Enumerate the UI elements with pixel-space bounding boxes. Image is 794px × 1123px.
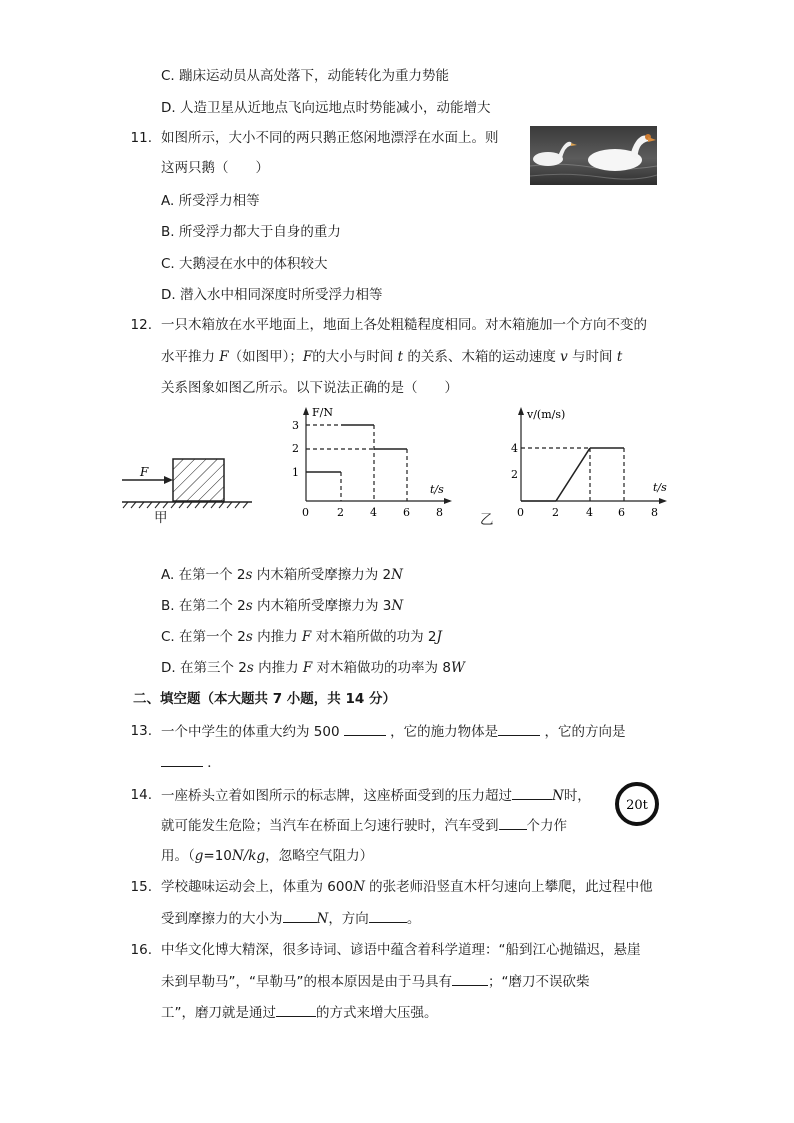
q14-line3: 用。（g=10N/kg，忽略空气阻力） <box>161 848 374 864</box>
q12-option-a: A. 在第一个 2s 内木箱所受摩擦力为 2N <box>161 567 403 583</box>
graph1-ytick-2: 2 <box>292 442 299 455</box>
q13-blank-1 <box>344 721 386 736</box>
q15-number: 15. <box>130 879 152 895</box>
q16-number: 16. <box>130 942 152 958</box>
q10-option-d: D. 人造卫星从近地点飞向远地点时势能减小，动能增大 <box>161 100 491 116</box>
q12-stem-line3: 关系图象如图乙所示。以下说法正确的是（ ） <box>161 380 458 396</box>
q12-stem-line1: 一只木箱放在水平地面上，地面上各处粗糙程度相同。对木箱施加一个方向不变的 <box>161 317 647 333</box>
q11-number: 11. <box>130 130 152 146</box>
graph2-xlabel: t/s <box>653 481 667 494</box>
q13-line1: 一个中学生的体重大约为 500 ，它的施力物体是 ，它的方向是 <box>161 721 625 742</box>
figure-yi-label: 乙 <box>480 512 494 528</box>
force-label: F <box>140 465 149 479</box>
q13-number: 13. <box>130 723 152 739</box>
q16-line3: 工”，磨刀就是通过 的方式来增大压强。 <box>161 1002 438 1023</box>
q14-line1: 一座桥头立着如图所示的标志牌，这座桥面受到的压力超过 N时， <box>161 785 591 806</box>
q13-blank-2 <box>498 721 540 736</box>
q12-option-c: C. 在第一个 2s 内推力 F 对木箱所做的功为 2J <box>161 629 442 645</box>
q16-blank-2 <box>276 1002 316 1017</box>
q16-blank-1 <box>452 971 488 986</box>
graph1-xtick-0: 0 <box>302 506 309 519</box>
graph2-xtick-8: 8 <box>651 506 658 519</box>
graph2-ylabel: v/(m/s) <box>527 408 566 421</box>
q11-option-b: B. 所受浮力都大于自身的重力 <box>161 224 341 240</box>
q12-option-d: D. 在第三个 2s 内推力 F 对木箱做功的功率为 8W <box>161 660 465 676</box>
q13-line2: ． <box>161 752 221 773</box>
graph1-xtick-6: 6 <box>403 506 410 519</box>
velocity-time-graph <box>505 404 675 524</box>
q11-option-a: A. 所受浮力相等 <box>161 193 260 209</box>
box-force-diagram <box>118 445 258 525</box>
q14-number: 14. <box>130 787 152 803</box>
graph1-xtick-2: 2 <box>337 506 344 519</box>
graph2-xtick-2: 2 <box>552 506 559 519</box>
q11-stem-line1: 如图所示，大小不同的两只鹅正悠闲地漂浮在水面上。则 <box>161 130 499 146</box>
figure-jia-label: 甲 <box>154 510 168 526</box>
section-2-heading: 二、填空题（本大题共 7 小题，共 14 分） <box>133 691 396 707</box>
graph2-xtick-0: 0 <box>517 506 524 519</box>
weight-limit-text: 20t <box>626 798 648 813</box>
graph2-xtick-4: 4 <box>586 506 593 519</box>
q16-line2: 未到早勒马”，“早勒马”的根本原因是由于马具有 ；“磨刀不误砍柴 <box>161 971 589 992</box>
q15-blank-2 <box>369 908 407 923</box>
graph2-ytick-4: 4 <box>511 442 518 455</box>
graph1-ylabel: F/N <box>312 406 333 419</box>
graph1-xtick-4: 4 <box>370 506 377 519</box>
weight-limit-sign <box>614 781 660 827</box>
q11-stem-line2: 这两只鹅（ ） <box>161 160 269 176</box>
q12-option-b: B. 在第二个 2s 内木箱所受摩擦力为 3N <box>161 598 404 614</box>
q10-option-c: C. 蹦床运动员从高处落下，动能转化为重力势能 <box>161 68 450 84</box>
q15-line1: 学校趣味运动会上，体重为 600N 的张老师沿竖直木杆匀速向上攀爬，此过程中他 <box>161 879 653 895</box>
q15-blank-1 <box>283 908 317 923</box>
graph1-ytick-1: 1 <box>292 466 299 479</box>
graph2-ytick-2: 2 <box>511 468 518 481</box>
q14-blank-2 <box>499 815 527 830</box>
geese-photo <box>530 126 657 185</box>
force-time-graph <box>290 404 460 524</box>
q12-stem-line2: 水平推力 F（如图甲）；F的大小与时间 t 的关系、木箱的运动速度 v 与时间 t <box>161 349 623 365</box>
graph1-xlabel: t/s <box>430 483 444 496</box>
q15-line2: 受到摩擦力的大小为 N，方向 。 <box>161 908 420 929</box>
q11-option-c: C. 大鹅浸在水中的体积较大 <box>161 256 328 272</box>
q14-blank-1 <box>512 785 552 800</box>
q16-line1: 中华文化博大精深，很多诗词、谚语中蕴含着科学道理：“船到江心抛锚迟，悬崖 <box>161 942 641 958</box>
graph1-xtick-8: 8 <box>436 506 443 519</box>
q13-blank-3 <box>161 752 203 767</box>
graph1-ytick-3: 3 <box>292 419 299 432</box>
q14-line2: 就可能发生危险；当汽车在桥面上匀速行驶时，汽车受到 个力作 <box>161 815 567 836</box>
graph2-xtick-6: 6 <box>618 506 625 519</box>
q12-number: 12. <box>130 317 152 333</box>
q11-option-d: D. 潜入水中相同深度时所受浮力相等 <box>161 287 383 303</box>
